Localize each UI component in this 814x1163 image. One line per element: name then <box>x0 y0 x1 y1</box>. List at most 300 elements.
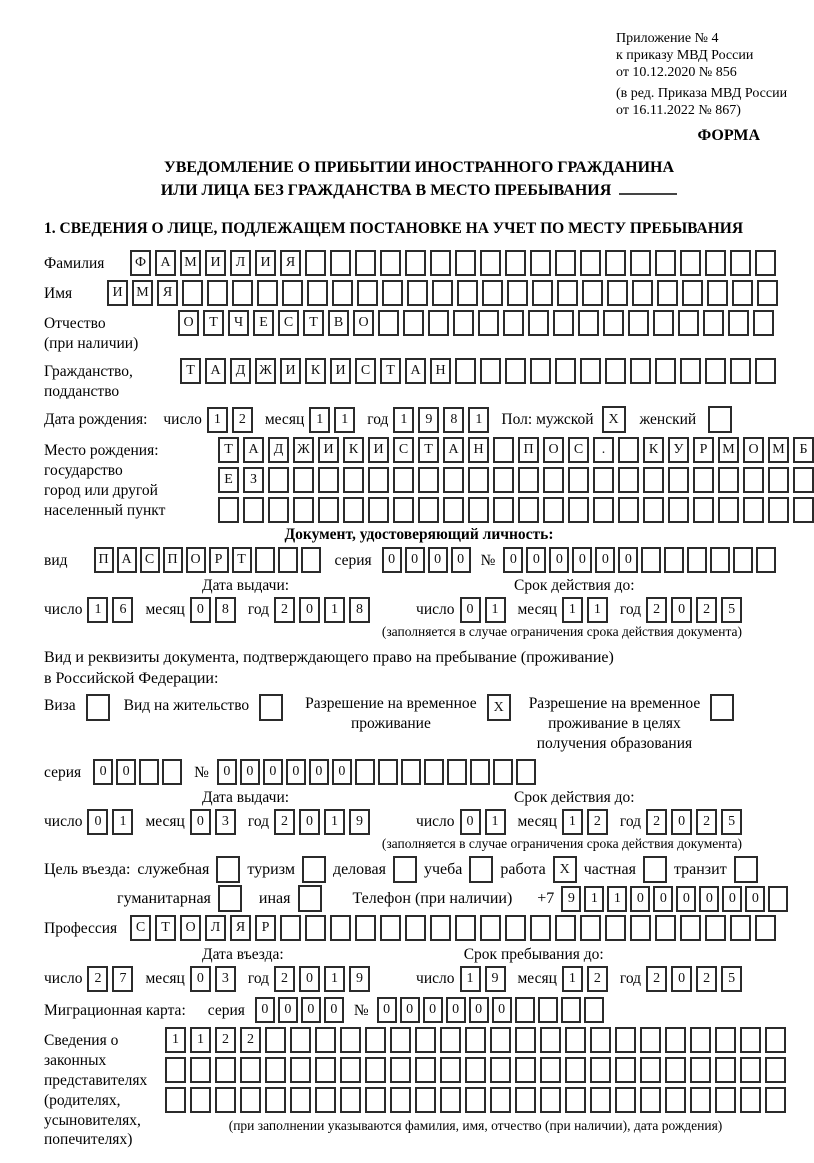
form-cell[interactable] <box>641 547 661 573</box>
form-cell[interactable]: М <box>180 250 201 276</box>
entry-day-cells[interactable] <box>87 966 133 992</box>
form-cell[interactable] <box>403 310 424 336</box>
form-cell[interactable] <box>728 310 749 336</box>
form-cell[interactable]: О <box>353 310 374 336</box>
form-cell[interactable]: Л <box>230 250 251 276</box>
form-cell[interactable] <box>405 915 426 941</box>
form-cell[interactable] <box>543 497 564 523</box>
form-cell[interactable] <box>756 547 776 573</box>
form-cell[interactable]: 1 <box>207 407 228 433</box>
form-cell[interactable] <box>390 1087 411 1113</box>
form-cell[interactable]: 1 <box>607 886 627 912</box>
form-cell[interactable] <box>568 467 589 493</box>
form-cell[interactable] <box>655 915 676 941</box>
form-cell[interactable]: 0 <box>217 759 237 785</box>
form-cell[interactable] <box>755 915 776 941</box>
form-cell[interactable] <box>590 1087 611 1113</box>
form-cell[interactable]: 0 <box>400 997 420 1023</box>
form-cell[interactable]: К <box>305 358 326 384</box>
form-cell[interactable] <box>753 310 774 336</box>
form-cell[interactable]: М <box>132 280 153 306</box>
form-cell[interactable] <box>293 497 314 523</box>
form-cell[interactable] <box>465 1087 486 1113</box>
form-cell[interactable] <box>493 759 513 785</box>
doc-kind-cells[interactable] <box>94 547 321 573</box>
form-cell[interactable] <box>690 1027 711 1053</box>
form-cell[interactable]: Д <box>230 358 251 384</box>
form-cell[interactable]: 9 <box>418 407 439 433</box>
stay-valid-year-cells[interactable] <box>646 809 742 835</box>
form-cell[interactable] <box>340 1027 361 1053</box>
form-cell[interactable] <box>357 280 378 306</box>
form-cell[interactable] <box>505 250 526 276</box>
form-cell[interactable] <box>715 1027 736 1053</box>
form-cell[interactable] <box>343 467 364 493</box>
form-cell[interactable] <box>380 915 401 941</box>
form-cell[interactable]: 0 <box>263 759 283 785</box>
form-cell[interactable] <box>690 1057 711 1083</box>
form-cell[interactable] <box>378 310 399 336</box>
form-cell[interactable] <box>490 1027 511 1053</box>
form-cell[interactable] <box>515 1057 536 1083</box>
form-cell[interactable] <box>415 1057 436 1083</box>
doc-number-cells[interactable] <box>503 547 776 573</box>
form-cell[interactable] <box>315 1057 336 1083</box>
form-cell[interactable]: А <box>405 358 426 384</box>
form-cell[interactable] <box>765 1057 786 1083</box>
form-cell[interactable]: О <box>178 310 199 336</box>
form-cell[interactable]: 0 <box>446 997 466 1023</box>
form-cell[interactable]: 1 <box>334 407 355 433</box>
birth-month-cells[interactable] <box>309 407 355 433</box>
form-cell[interactable] <box>561 997 581 1023</box>
form-cell[interactable] <box>693 497 714 523</box>
form-cell[interactable] <box>705 358 726 384</box>
form-cell[interactable] <box>653 310 674 336</box>
form-cell[interactable] <box>390 1027 411 1053</box>
form-cell[interactable] <box>680 358 701 384</box>
form-cell[interactable] <box>301 547 321 573</box>
doc-issue-year-cells[interactable] <box>274 597 370 623</box>
form-cell[interactable] <box>553 310 574 336</box>
form-cell[interactable] <box>468 497 489 523</box>
form-cell[interactable] <box>503 310 524 336</box>
name-cells[interactable] <box>107 280 778 306</box>
form-cell[interactable]: П <box>163 547 183 573</box>
form-cell[interactable] <box>743 497 764 523</box>
form-cell[interactable]: Т <box>155 915 176 941</box>
checkbox-cell[interactable] <box>86 694 110 721</box>
form-cell[interactable]: Ж <box>293 437 314 463</box>
form-cell[interactable] <box>618 437 639 463</box>
form-cell[interactable] <box>580 915 601 941</box>
form-cell[interactable] <box>768 467 789 493</box>
form-cell[interactable] <box>368 467 389 493</box>
stay-until-year-cells[interactable] <box>646 966 742 992</box>
form-cell[interactable] <box>680 250 701 276</box>
form-cell[interactable]: С <box>130 915 151 941</box>
form-cell[interactable] <box>315 1087 336 1113</box>
form-cell[interactable]: 5 <box>721 966 742 992</box>
form-cell[interactable] <box>528 310 549 336</box>
form-cell[interactable] <box>240 1087 261 1113</box>
form-cell[interactable] <box>430 250 451 276</box>
form-cell[interactable] <box>615 1087 636 1113</box>
form-cell[interactable]: 2 <box>587 809 608 835</box>
surname-cells[interactable] <box>130 250 776 276</box>
form-cell[interactable] <box>318 467 339 493</box>
form-cell[interactable]: 3 <box>215 809 236 835</box>
form-cell[interactable] <box>718 467 739 493</box>
form-cell[interactable]: К <box>343 437 364 463</box>
form-cell[interactable] <box>268 467 289 493</box>
form-cell[interactable]: О <box>186 547 206 573</box>
form-cell[interactable] <box>305 250 326 276</box>
checkbox-cell[interactable]: X <box>553 856 577 883</box>
form-cell[interactable]: 0 <box>595 547 615 573</box>
form-cell[interactable] <box>518 467 539 493</box>
form-cell[interactable] <box>293 467 314 493</box>
form-cell[interactable]: 2 <box>274 809 295 835</box>
form-cell[interactable]: Р <box>693 437 714 463</box>
form-cell[interactable]: 1 <box>562 597 583 623</box>
form-cell[interactable]: Б <box>793 437 814 463</box>
form-cell[interactable]: Е <box>253 310 274 336</box>
form-cell[interactable]: И <box>330 358 351 384</box>
form-cell[interactable]: 0 <box>87 809 108 835</box>
form-cell[interactable]: М <box>718 437 739 463</box>
form-cell[interactable] <box>190 1087 211 1113</box>
form-cell[interactable]: Т <box>218 437 239 463</box>
form-cell[interactable] <box>257 280 278 306</box>
form-cell[interactable]: 0 <box>377 997 397 1023</box>
form-cell[interactable] <box>593 497 614 523</box>
form-cell[interactable] <box>278 547 298 573</box>
form-cell[interactable] <box>243 497 264 523</box>
form-cell[interactable] <box>455 250 476 276</box>
form-cell[interactable] <box>365 1087 386 1113</box>
form-cell[interactable] <box>165 1087 186 1113</box>
form-cell[interactable] <box>232 280 253 306</box>
stay-number-cells[interactable] <box>217 759 536 785</box>
checkbox-cell[interactable] <box>216 856 240 883</box>
form-cell[interactable]: 2 <box>232 407 253 433</box>
purpose-tourism-checkbox[interactable] <box>302 856 326 883</box>
form-cell[interactable] <box>378 759 398 785</box>
form-cell[interactable] <box>282 280 303 306</box>
form-cell[interactable]: С <box>393 437 414 463</box>
form-cell[interactable]: В <box>328 310 349 336</box>
form-cell[interactable]: 0 <box>93 759 113 785</box>
checkbox-cell[interactable] <box>734 856 758 883</box>
form-cell[interactable] <box>618 497 639 523</box>
form-cell[interactable]: Н <box>468 437 489 463</box>
form-cell[interactable] <box>793 467 814 493</box>
form-cell[interactable] <box>555 250 576 276</box>
form-cell[interactable] <box>530 250 551 276</box>
form-cell[interactable]: А <box>117 547 137 573</box>
form-cell[interactable] <box>665 1087 686 1113</box>
form-cell[interactable]: 1 <box>165 1027 186 1053</box>
form-cell[interactable]: И <box>205 250 226 276</box>
form-cell[interactable]: 8 <box>215 597 236 623</box>
form-cell[interactable]: 0 <box>699 886 719 912</box>
form-cell[interactable] <box>768 886 788 912</box>
representatives-cells-row2[interactable] <box>165 1057 786 1083</box>
form-cell[interactable] <box>555 915 576 941</box>
form-cell[interactable]: 0 <box>405 547 425 573</box>
form-cell[interactable] <box>693 467 714 493</box>
form-cell[interactable] <box>162 759 182 785</box>
form-cell[interactable] <box>440 1057 461 1083</box>
form-cell[interactable] <box>710 547 730 573</box>
checkbox-cell[interactable] <box>710 694 734 721</box>
form-cell[interactable] <box>605 250 626 276</box>
form-cell[interactable] <box>793 497 814 523</box>
form-cell[interactable]: 0 <box>630 886 650 912</box>
form-cell[interactable] <box>215 1087 236 1113</box>
form-cell[interactable] <box>743 467 764 493</box>
form-cell[interactable]: Т <box>203 310 224 336</box>
form-cell[interactable] <box>482 280 503 306</box>
form-cell[interactable] <box>568 497 589 523</box>
stay-issue-month-cells[interactable] <box>190 809 236 835</box>
form-cell[interactable]: Р <box>209 547 229 573</box>
form-cell[interactable]: 1 <box>485 597 506 623</box>
form-cell[interactable] <box>768 497 789 523</box>
form-cell[interactable] <box>615 1027 636 1053</box>
form-cell[interactable] <box>605 358 626 384</box>
form-cell[interactable] <box>732 280 753 306</box>
form-cell[interactable]: 1 <box>324 597 345 623</box>
form-cell[interactable] <box>457 280 478 306</box>
form-cell[interactable]: 0 <box>332 759 352 785</box>
birth-year-cells[interactable] <box>393 407 489 433</box>
form-cell[interactable] <box>630 250 651 276</box>
sex-female-checkbox[interactable] <box>708 406 732 433</box>
form-cell[interactable]: М <box>768 437 789 463</box>
form-cell[interactable] <box>280 915 301 941</box>
form-cell[interactable] <box>657 280 678 306</box>
form-cell[interactable]: Т <box>232 547 252 573</box>
form-cell[interactable] <box>565 1057 586 1083</box>
form-cell[interactable]: 0 <box>492 997 512 1023</box>
form-cell[interactable]: 9 <box>561 886 581 912</box>
form-cell[interactable] <box>615 1057 636 1083</box>
form-cell[interactable] <box>490 1057 511 1083</box>
form-cell[interactable]: С <box>568 437 589 463</box>
form-cell[interactable]: 5 <box>721 809 742 835</box>
form-cell[interactable]: П <box>94 547 114 573</box>
form-cell[interactable]: 1 <box>324 966 345 992</box>
form-cell[interactable] <box>705 915 726 941</box>
form-cell[interactable]: Я <box>230 915 251 941</box>
form-cell[interactable] <box>355 759 375 785</box>
form-cell[interactable]: 0 <box>671 809 692 835</box>
form-cell[interactable]: 2 <box>696 809 717 835</box>
form-cell[interactable] <box>668 497 689 523</box>
form-cell[interactable] <box>705 250 726 276</box>
form-cell[interactable] <box>678 310 699 336</box>
entry-month-cells[interactable] <box>190 966 236 992</box>
form-cell[interactable] <box>428 310 449 336</box>
form-cell[interactable] <box>470 759 490 785</box>
form-cell[interactable] <box>655 358 676 384</box>
form-cell[interactable]: 0 <box>451 547 471 573</box>
form-cell[interactable] <box>340 1087 361 1113</box>
form-cell[interactable] <box>355 250 376 276</box>
form-cell[interactable] <box>493 437 514 463</box>
form-cell[interactable] <box>582 280 603 306</box>
form-cell[interactable]: З <box>243 467 264 493</box>
form-cell[interactable]: 2 <box>696 966 717 992</box>
form-cell[interactable] <box>584 997 604 1023</box>
form-cell[interactable] <box>628 310 649 336</box>
form-cell[interactable]: П <box>518 437 539 463</box>
form-cell[interactable] <box>290 1057 311 1083</box>
form-cell[interactable]: 1 <box>468 407 489 433</box>
stay-until-month-cells[interactable] <box>562 966 608 992</box>
form-cell[interactable] <box>580 250 601 276</box>
form-cell[interactable] <box>590 1057 611 1083</box>
temp-residence-education-checkbox[interactable] <box>710 694 734 721</box>
stay-until-day-cells[interactable] <box>460 966 506 992</box>
form-cell[interactable] <box>182 280 203 306</box>
form-cell[interactable] <box>640 1087 661 1113</box>
form-cell[interactable]: С <box>355 358 376 384</box>
stay-issue-year-cells[interactable] <box>274 809 370 835</box>
birth-day-cells[interactable] <box>207 407 253 433</box>
form-cell[interactable] <box>665 1027 686 1053</box>
form-cell[interactable] <box>530 358 551 384</box>
form-cell[interactable] <box>430 915 451 941</box>
form-cell[interactable]: 9 <box>349 966 370 992</box>
form-cell[interactable]: С <box>140 547 160 573</box>
form-cell[interactable] <box>632 280 653 306</box>
checkbox-cell[interactable] <box>259 694 283 721</box>
form-cell[interactable] <box>424 759 444 785</box>
form-cell[interactable]: 1 <box>324 809 345 835</box>
form-cell[interactable]: 0 <box>299 597 320 623</box>
form-cell[interactable] <box>290 1087 311 1113</box>
form-cell[interactable]: 5 <box>721 597 742 623</box>
form-cell[interactable] <box>557 280 578 306</box>
doc-series-cells[interactable] <box>382 547 471 573</box>
form-cell[interactable] <box>480 915 501 941</box>
purpose-business-checkbox[interactable] <box>393 856 417 883</box>
form-cell[interactable] <box>418 497 439 523</box>
form-cell[interactable]: А <box>205 358 226 384</box>
form-cell[interactable] <box>240 1057 261 1083</box>
form-cell[interactable] <box>190 1057 211 1083</box>
form-cell[interactable] <box>290 1027 311 1053</box>
form-cell[interactable] <box>540 1057 561 1083</box>
form-cell[interactable] <box>718 497 739 523</box>
profession-cells[interactable] <box>130 915 776 941</box>
form-cell[interactable]: Т <box>303 310 324 336</box>
form-cell[interactable]: 0 <box>190 597 211 623</box>
form-cell[interactable] <box>432 280 453 306</box>
form-cell[interactable]: 0 <box>255 997 275 1023</box>
form-cell[interactable] <box>640 1057 661 1083</box>
form-cell[interactable]: Л <box>205 915 226 941</box>
representatives-cells-row3[interactable] <box>165 1087 786 1113</box>
form-cell[interactable] <box>490 1087 511 1113</box>
form-cell[interactable]: С <box>278 310 299 336</box>
form-cell[interactable] <box>715 1087 736 1113</box>
form-cell[interactable] <box>415 1087 436 1113</box>
form-cell[interactable]: 0 <box>460 597 481 623</box>
form-cell[interactable]: 0 <box>526 547 546 573</box>
purpose-study-checkbox[interactable] <box>469 856 493 883</box>
form-cell[interactable]: О <box>543 437 564 463</box>
form-cell[interactable] <box>578 310 599 336</box>
purpose-other-checkbox[interactable] <box>298 885 322 912</box>
form-cell[interactable] <box>690 1087 711 1113</box>
form-cell[interactable]: 0 <box>309 759 329 785</box>
stay-valid-day-cells[interactable] <box>460 809 506 835</box>
stay-valid-month-cells[interactable] <box>562 809 608 835</box>
form-cell[interactable] <box>493 467 514 493</box>
form-cell[interactable]: И <box>368 437 389 463</box>
form-cell[interactable] <box>268 497 289 523</box>
form-cell[interactable] <box>165 1057 186 1083</box>
form-cell[interactable]: И <box>280 358 301 384</box>
phone-cells[interactable] <box>561 886 788 912</box>
doc-issue-day-cells[interactable] <box>87 597 133 623</box>
form-cell[interactable] <box>382 280 403 306</box>
form-cell[interactable] <box>447 759 467 785</box>
form-cell[interactable]: 0 <box>278 997 298 1023</box>
form-cell[interactable]: 1 <box>587 597 608 623</box>
form-cell[interactable]: Р <box>255 915 276 941</box>
form-cell[interactable]: 2 <box>87 966 108 992</box>
form-cell[interactable] <box>468 467 489 493</box>
form-cell[interactable]: 0 <box>240 759 260 785</box>
form-cell[interactable] <box>453 310 474 336</box>
form-cell[interactable] <box>507 280 528 306</box>
form-cell[interactable]: 0 <box>671 966 692 992</box>
form-cell[interactable] <box>603 310 624 336</box>
form-cell[interactable]: У <box>668 437 689 463</box>
form-cell[interactable]: . <box>593 437 614 463</box>
form-cell[interactable] <box>590 1027 611 1053</box>
doc-valid-month-cells[interactable] <box>562 597 608 623</box>
checkbox-cell[interactable] <box>708 406 732 433</box>
form-cell[interactable] <box>215 1057 236 1083</box>
form-cell[interactable]: 1 <box>460 966 481 992</box>
form-cell[interactable]: 1 <box>112 809 133 835</box>
form-cell[interactable] <box>518 497 539 523</box>
form-cell[interactable] <box>765 1087 786 1113</box>
form-cell[interactable] <box>455 358 476 384</box>
form-cell[interactable] <box>315 1027 336 1053</box>
form-cell[interactable] <box>407 280 428 306</box>
form-cell[interactable] <box>415 1027 436 1053</box>
form-cell[interactable]: И <box>318 437 339 463</box>
form-cell[interactable] <box>380 250 401 276</box>
form-cell[interactable]: 0 <box>299 809 320 835</box>
form-cell[interactable] <box>540 1087 561 1113</box>
form-cell[interactable]: 0 <box>745 886 765 912</box>
form-cell[interactable] <box>443 467 464 493</box>
form-cell[interactable] <box>465 1057 486 1083</box>
form-cell[interactable]: 9 <box>349 809 370 835</box>
doc-valid-day-cells[interactable] <box>460 597 506 623</box>
form-cell[interactable]: 2 <box>215 1027 236 1053</box>
form-cell[interactable] <box>730 358 751 384</box>
form-cell[interactable]: 0 <box>301 997 321 1023</box>
